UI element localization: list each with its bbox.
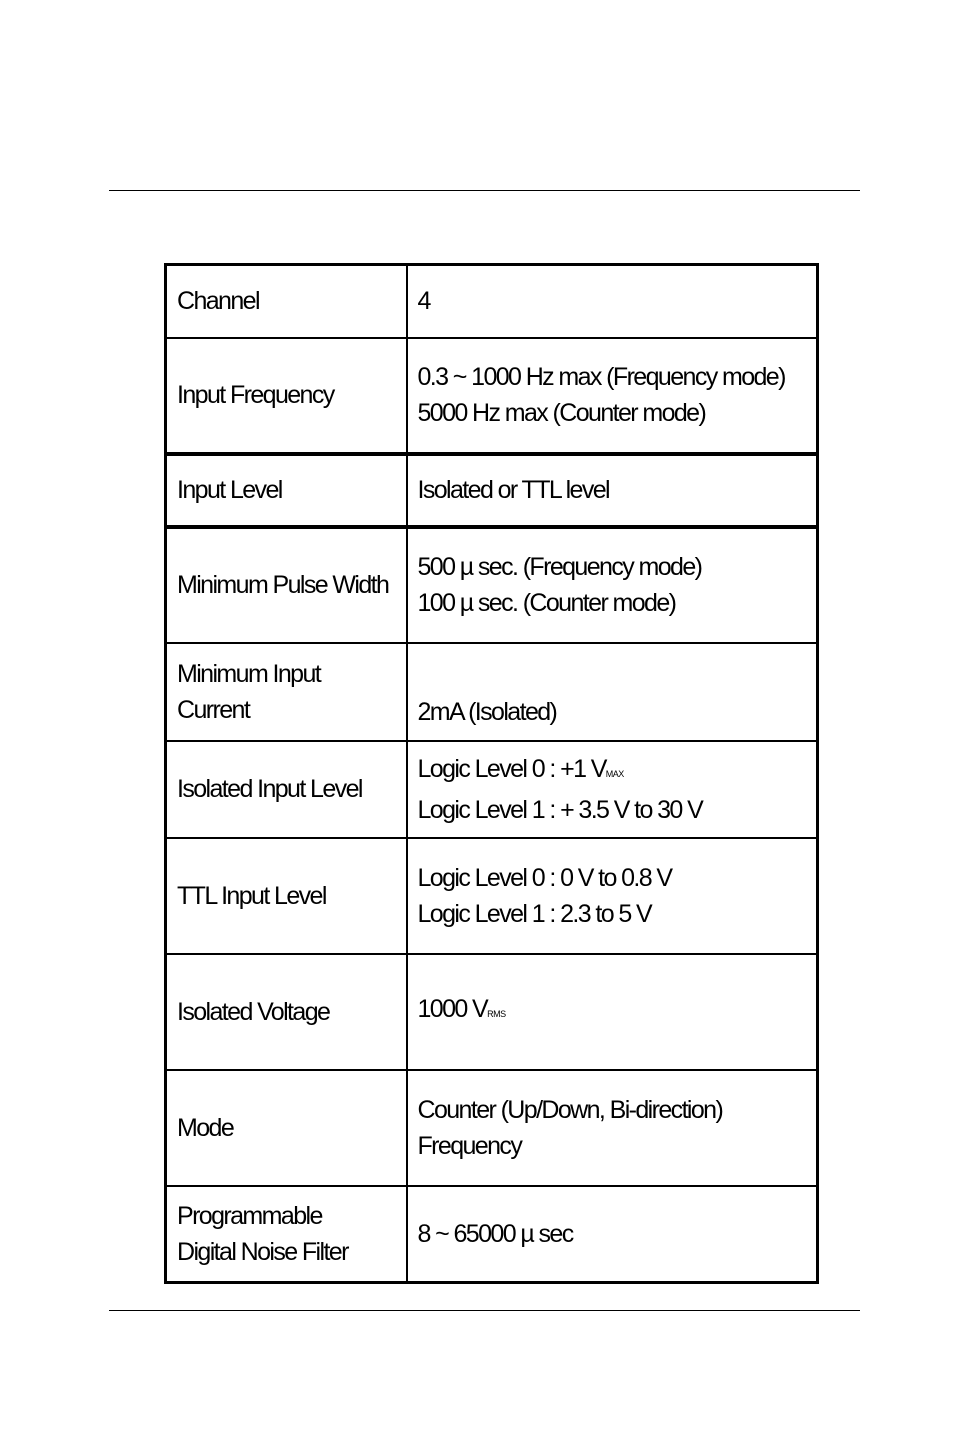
param-cell: Isolated Input Level	[166, 741, 407, 838]
table-row-channel	[166, 265, 818, 338]
value-cell: Isolated or TTL level	[407, 454, 818, 527]
value-cell: Logic Level 0 : 0 V to 0.8 V Logic Level 1 : 2.3 to 5 V	[407, 838, 818, 954]
table-row-isolated-voltage	[166, 954, 818, 1070]
param-cell: Input Frequency	[166, 338, 407, 454]
value-cell: 2mA (Isolated)	[407, 643, 818, 741]
table-row-input-frequency	[166, 338, 818, 454]
value-cell: 8 ~ 65000 µ sec	[407, 1186, 818, 1283]
footer-rule	[109, 1310, 860, 1311]
specification-table	[164, 263, 819, 1284]
value-cell: 4	[407, 265, 818, 338]
param-cell: Isolated Voltage	[166, 954, 407, 1070]
param-cell: Minimum Pulse Width	[166, 527, 407, 643]
param-cell: TTL Input Level	[166, 838, 407, 954]
table-row-minimum-pulse-width	[166, 527, 818, 643]
table-row-isolated-input-level	[166, 741, 818, 838]
table-row-mode	[166, 1070, 818, 1186]
table-row-minimum-input-current	[166, 643, 818, 741]
max-subscript: MAX	[605, 768, 624, 779]
param-cell: Channel	[166, 265, 407, 338]
table-row-digital-noise-filter	[166, 1186, 818, 1283]
value-cell: 500 µ sec. (Frequency mode) 100 µ sec. (Counter mode)	[407, 527, 818, 643]
header-rule	[109, 190, 860, 191]
rms-subscript: RMS	[487, 1009, 506, 1019]
param-cell: Mode	[166, 1070, 407, 1186]
param-cell: Minimum Input Current	[166, 643, 407, 741]
table-row-ttl-input-level	[166, 838, 818, 954]
param-cell: Programmable Digital Noise Filter	[166, 1186, 407, 1283]
value-cell: Logic Level 0 : +1 VMAX Logic Level 1 : + 3.5 V to 30 V	[407, 741, 818, 838]
value-cell: Counter (Up/Down, Bi-direction) Frequency	[407, 1070, 818, 1186]
value-cell: 1000 VRMS	[407, 954, 818, 1070]
param-cell: Input Level	[166, 454, 407, 527]
table-row-input-level	[166, 454, 818, 527]
value-cell: 0.3 ~ 1000 Hz max (Frequency mode) 5000 Hz max (Counter mode)	[407, 338, 818, 454]
